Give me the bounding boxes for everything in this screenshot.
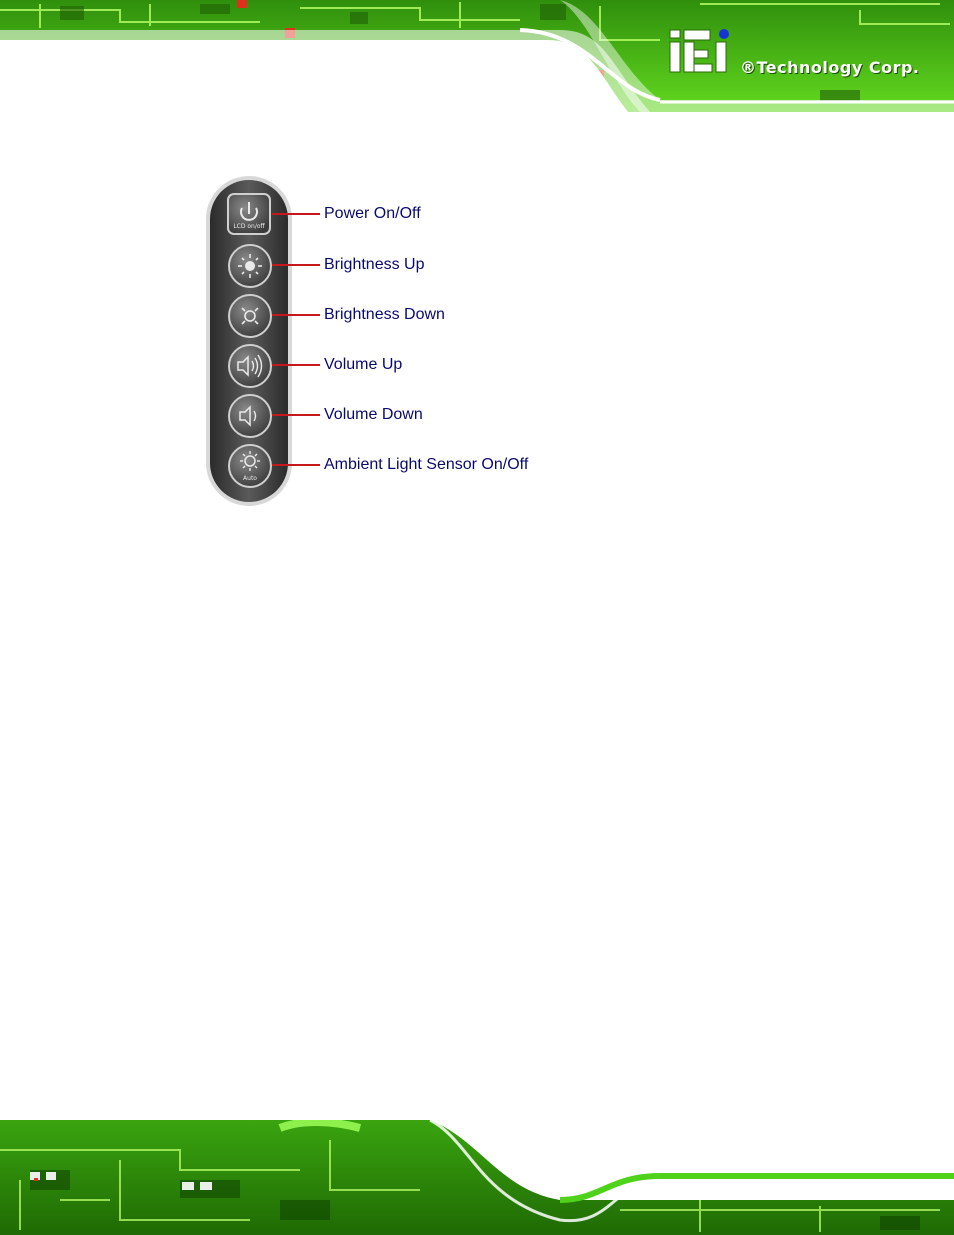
label-volume-up: Volume Up [324, 356, 403, 373]
svg-text:Auto: Auto [243, 475, 257, 482]
label-brightness-down: Brightness Down [324, 306, 445, 323]
circuit-board-footer-graphic [0, 1120, 954, 1235]
button-panel-graphic [200, 172, 300, 512]
label-brightness-up: Brightness Up [324, 256, 425, 273]
leader-line-power [272, 213, 320, 215]
leader-line-volume-up [272, 364, 320, 366]
leader-line-brightness-up [272, 264, 320, 266]
dim-sun-icon [229, 295, 271, 337]
label-ambient-light-sensor: Ambient Light Sensor On/Off [324, 456, 529, 473]
page-header-banner [0, 0, 954, 112]
page-footer-banner [0, 1120, 954, 1235]
leader-line-brightness-down [272, 314, 320, 316]
speaker-loud-icon [229, 345, 271, 387]
leader-line-ambient-light [272, 464, 320, 466]
svg-text:LCD on/off: LCD on/off [233, 223, 265, 230]
label-power-on-off: Power On/Off [324, 205, 421, 222]
power-icon [228, 194, 270, 234]
company-name-text: ®Technology Corp. [740, 58, 920, 77]
speaker-quiet-icon [229, 395, 271, 437]
label-volume-down: Volume Down [324, 406, 423, 423]
auto-sun-icon [229, 445, 271, 487]
sun-icon [229, 245, 271, 287]
leader-line-volume-down [272, 414, 320, 416]
